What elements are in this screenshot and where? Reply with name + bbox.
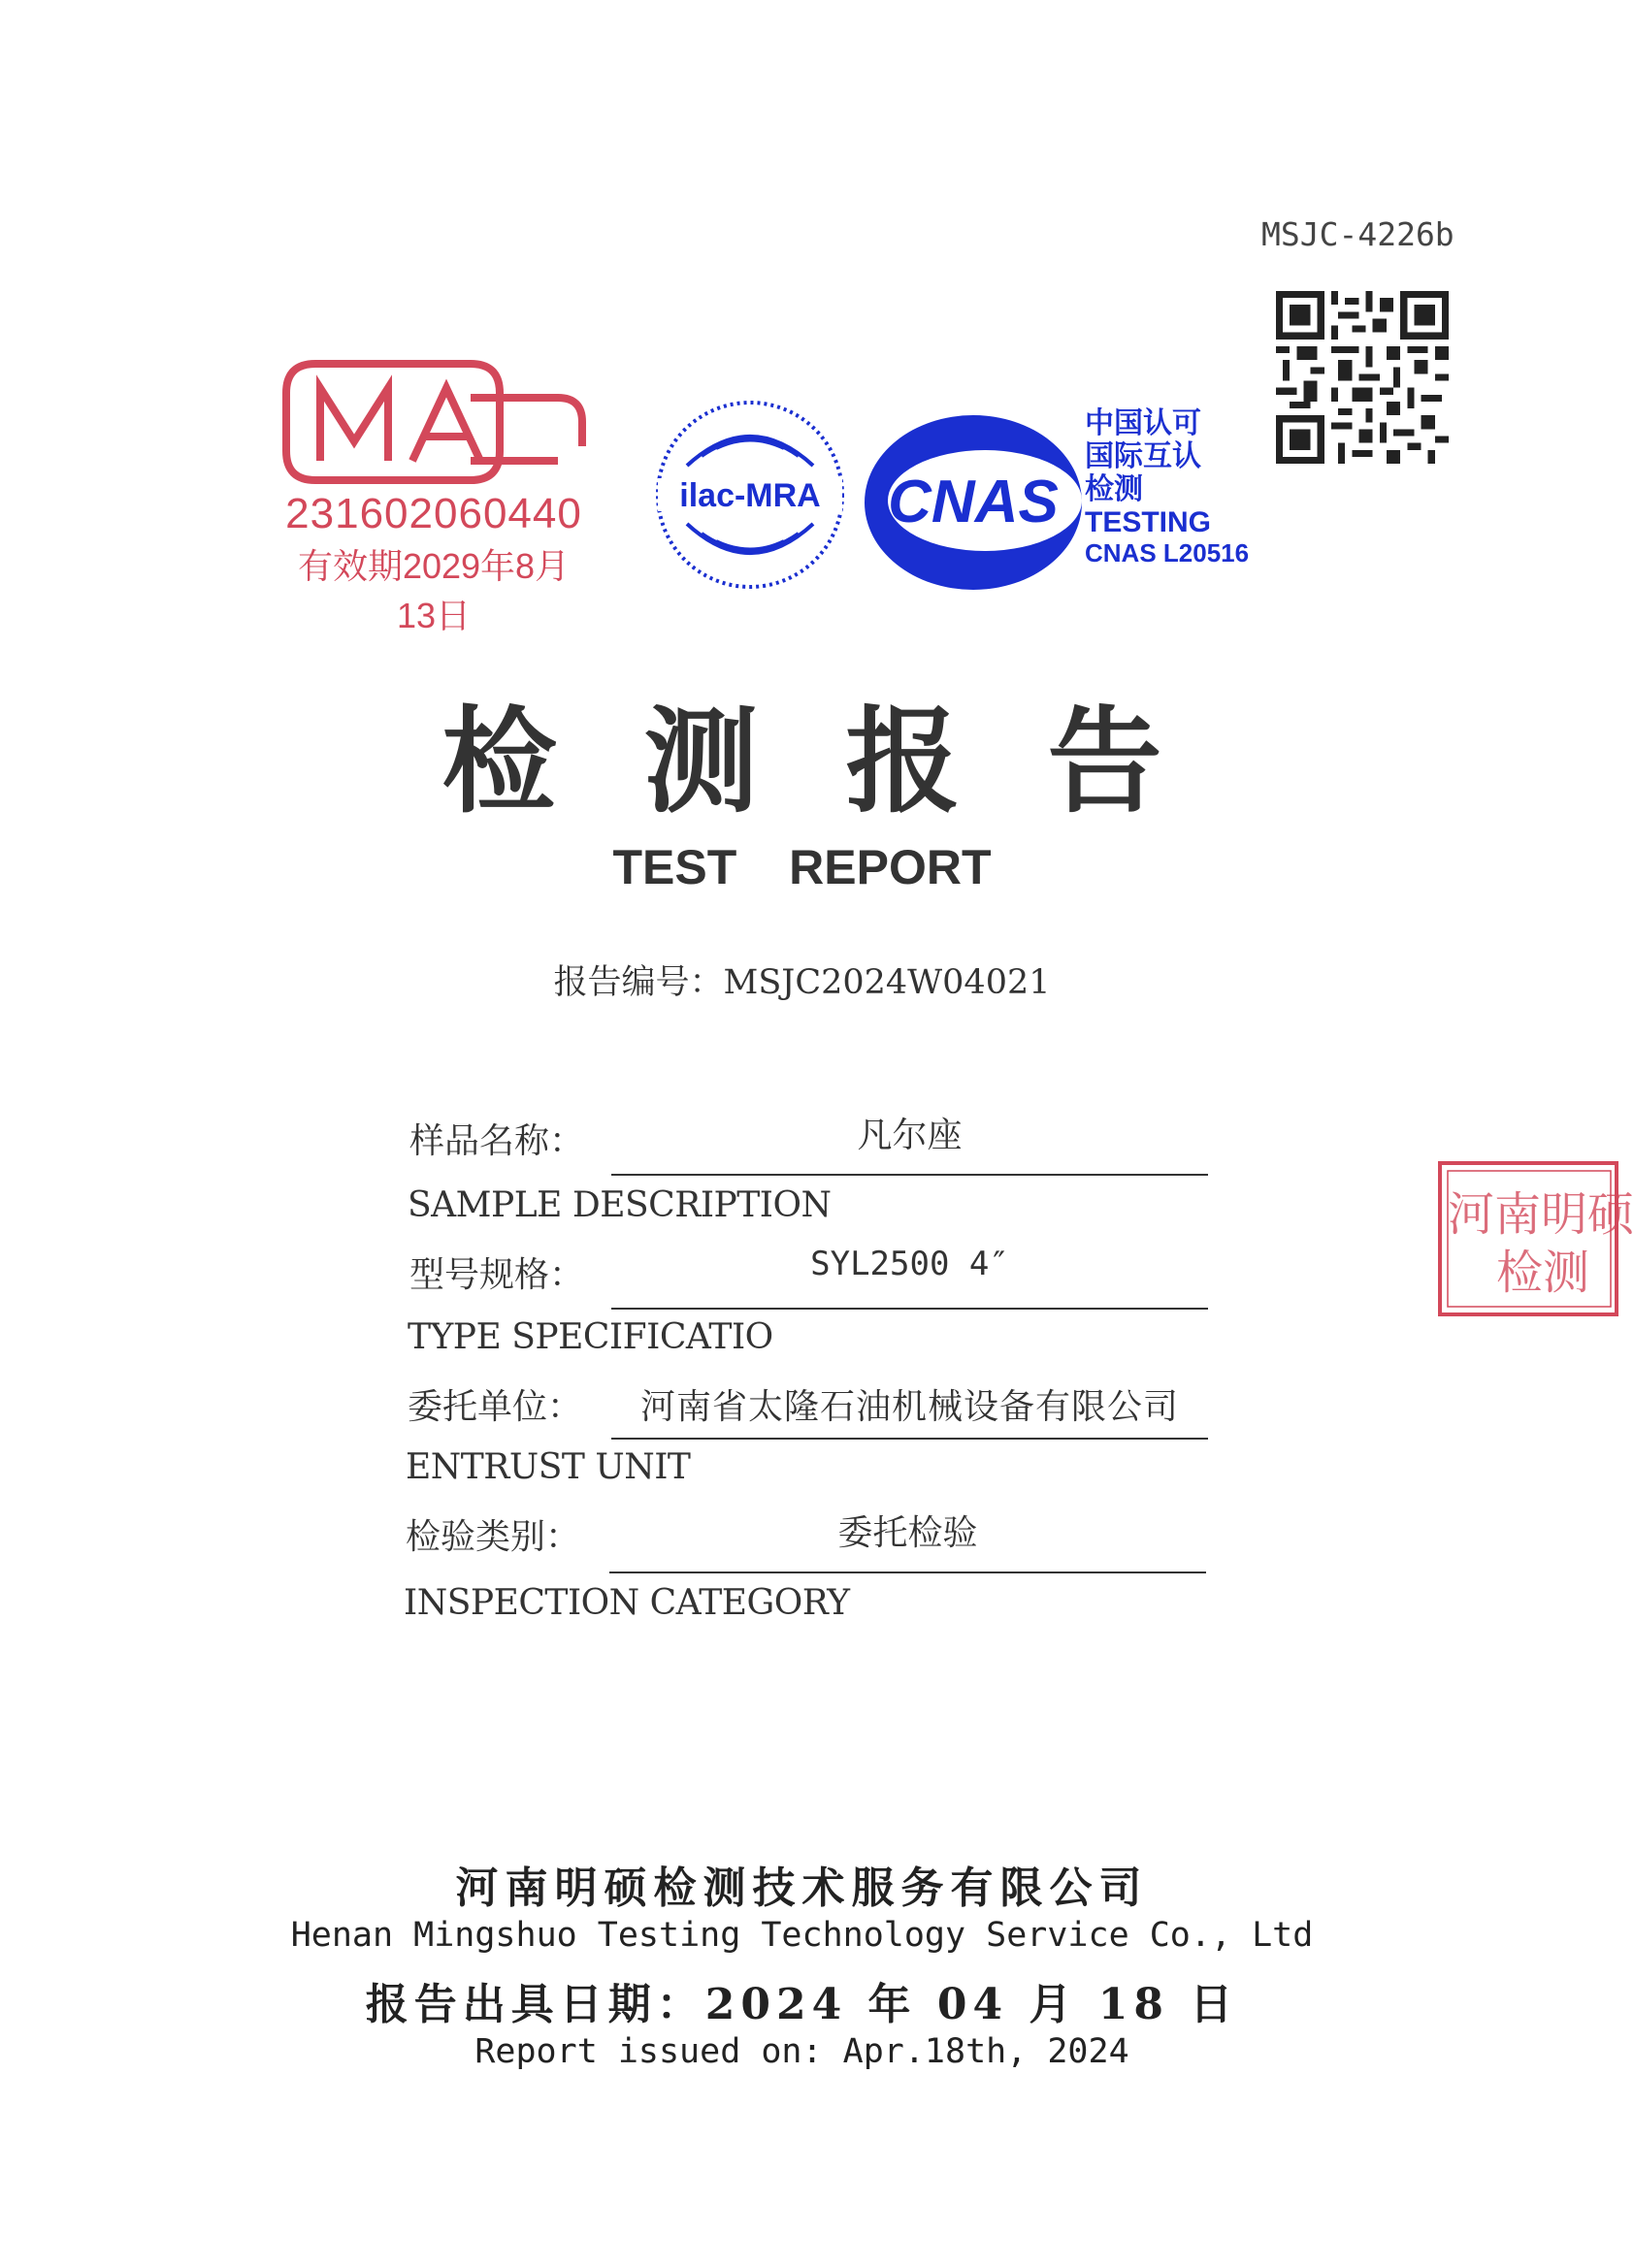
cnas-line-1: 中国认可 (1085, 407, 1201, 439)
title-english: TEST REPORT (612, 840, 992, 894)
field-value-category: 委托检验 (837, 1513, 978, 1553)
svg-text:CNAS: CNAS (888, 469, 1059, 535)
field-underline (611, 1438, 1208, 1440)
field-label-cn-type: 型号规格： (409, 1255, 585, 1295)
issue-date-en: Report issued on: Apr.18th, 2024 (474, 2032, 1129, 2071)
field-value-entrust: 河南省太隆石油机械设备有限公司 (639, 1387, 1179, 1427)
field-label-cn-entrust: 委托单位： (408, 1387, 583, 1427)
field-label-en-type: TYPE SPECIFICATIO (408, 1317, 773, 1357)
seal-line-2: 检测 (1496, 1246, 1590, 1300)
field-underline (611, 1308, 1208, 1310)
field-label-en-sample: SAMPLE DESCRIPTION (408, 1185, 832, 1225)
field-underline (611, 1174, 1208, 1176)
field-label-en-category: INSPECTION CATEGORY (404, 1583, 850, 1623)
field-label-cn-category: 检验类别： (406, 1517, 581, 1557)
field-value-type: SYL2500 4″ (810, 1245, 1009, 1283)
document-code: MSJC-4226b (1261, 215, 1454, 253)
field-value-sample: 凡尔座 (857, 1116, 963, 1155)
title-chinese: 检测报告 (441, 694, 1250, 828)
company-name-en: Henan Mingshuo Testing Technology Service Co., Ltd (290, 1916, 1314, 1955)
cnas-line-3: 检测 (1085, 472, 1143, 505)
report-number: 报告编号：MSJC2024W04021 (553, 963, 1051, 1002)
cma-validity: 有效期2029年8月13日 (297, 546, 571, 635)
field-label-en-entrust: ENTRUST UNIT (406, 1447, 691, 1487)
field-label-cn-sample: 样品名称： (409, 1121, 585, 1161)
svg-text:ilac-MRA: ilac-MRA (679, 477, 821, 514)
cnas-logo (859, 407, 1092, 597)
issue-date-cn: 报告出具日期：2024 年 04 月 18 日 (365, 1980, 1239, 2029)
qr-code (1276, 291, 1449, 464)
cnas-line-4: TESTING (1085, 505, 1212, 538)
cnas-line-5: CNAS L20516 (1085, 537, 1250, 567)
seal-line-1: 河南明硕 (1448, 1187, 1634, 1242)
cma-number: 231602060440 (285, 490, 582, 537)
cnas-line-2: 国际互认 (1085, 439, 1201, 472)
field-underline (609, 1571, 1206, 1573)
company-seal-partial (1436, 1159, 1634, 1319)
ilac-mra-logo (648, 388, 852, 601)
cnas-accreditation-text (1085, 407, 1249, 567)
company-name-cn: 河南明硕检测技术服务有限公司 (455, 1863, 1149, 1913)
